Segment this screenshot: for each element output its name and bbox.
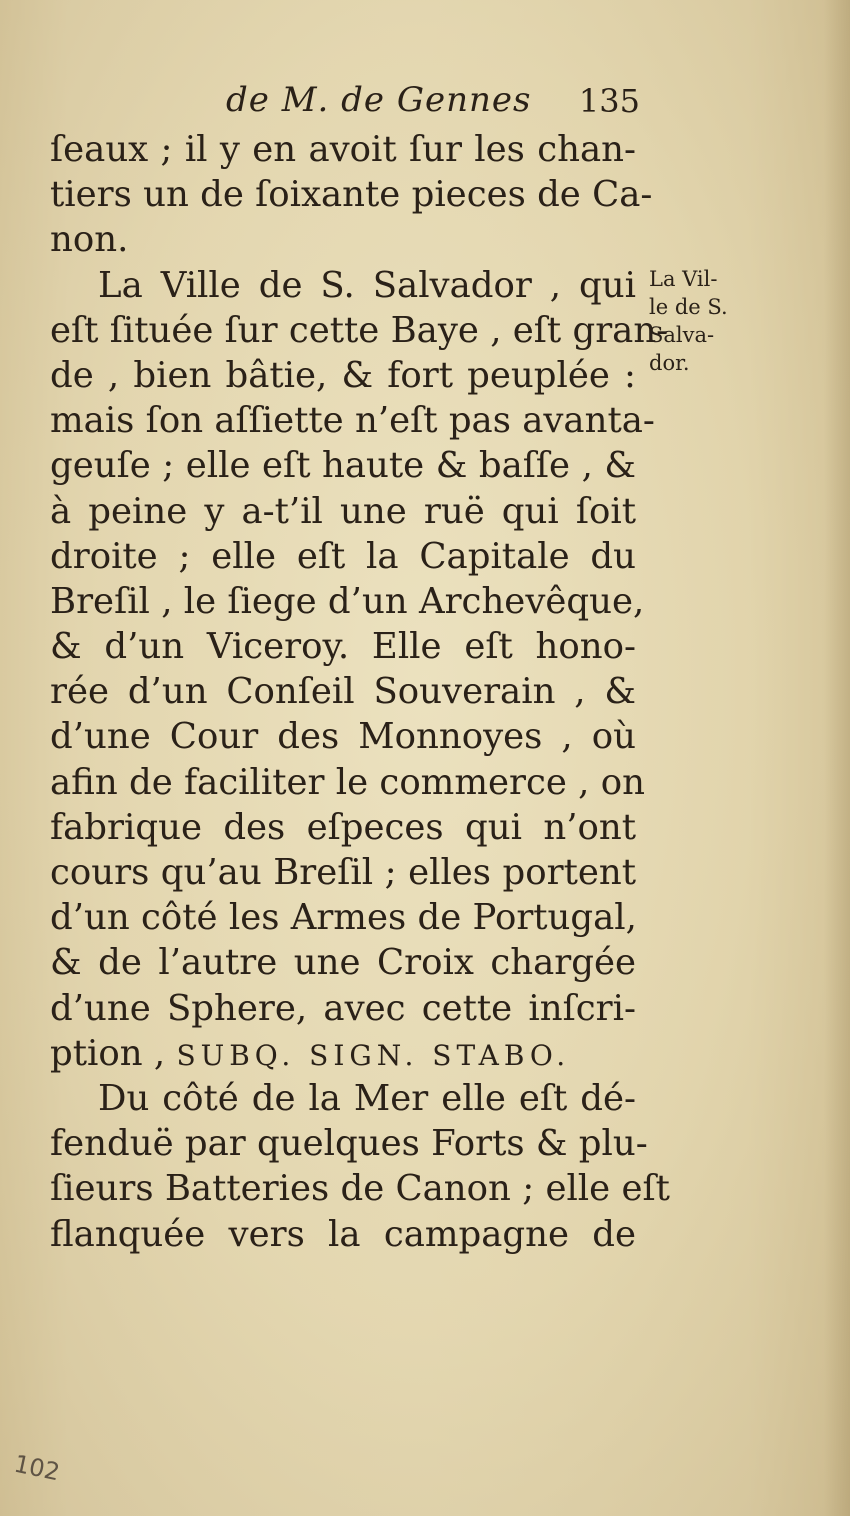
text-line: tiers un de ſoixante pieces de Ca- (50, 174, 653, 216)
text-line: mais ſon aſſiette n’eſt pas avanta- (50, 400, 655, 442)
text-line: non. (50, 219, 129, 261)
text-line: ſeaux ; il y en avoit ſur les chan- (50, 129, 636, 170)
text-line: droite ; elle eſt la Capitale du (50, 535, 636, 577)
text-line: eſt ſituée ſur cette Baye , eſt gran- (50, 309, 669, 351)
pencil-annotation: 102 (11, 1449, 63, 1487)
text-line: à peine y a-t’il une ruë qui ſoit (50, 490, 636, 532)
body-text (50, 127, 670, 1257)
text-line: d’une Cour des Monnoyes , où (50, 716, 636, 758)
text-line: & de l’autre une Croix chargée (50, 942, 636, 984)
text-line: afin de faciliter le commerce , on (50, 761, 645, 803)
inscription-lead: ption , (50, 1032, 177, 1074)
text-line: fenduë par quelques Forts & plu- (50, 1123, 648, 1165)
text-line: flanquée vers la campagne de (50, 1213, 636, 1255)
text-line: rée d’un Conſeil Souverain , & (50, 671, 636, 713)
text-line: d’une Sphere, avec cette inſcri- (50, 987, 636, 1029)
page-edge-shadow (824, 0, 850, 1516)
coin-inscription: SUBQ. SIGN. STABO. (176, 1038, 571, 1072)
text-line: Breſil , le ſiege d’un Archevêque, (50, 580, 645, 622)
running-head: de M. de Gennes (226, 80, 532, 120)
text-line: ſieurs Batteries de Canon ; elle eſt (50, 1168, 670, 1210)
paragraph-start-line: La Ville de S. Salvador , qui (98, 264, 636, 306)
marginal-note (649, 265, 729, 377)
paragraph-start-line: Du côté de la Mer elle eſt dé- (98, 1077, 636, 1119)
text-line: & d’un Viceroy. Elle eſt hono- (50, 626, 636, 668)
text-line: cours qu’au Breſil ; elles portent (50, 852, 636, 893)
page-header (50, 80, 640, 126)
marginal-note-line: La Vil- (649, 267, 718, 291)
marginal-note-line: le de S. (649, 295, 728, 319)
marginal-note-line: dor. (649, 351, 690, 375)
text-line: d’un côté les Armes de Portugal, (50, 897, 637, 939)
text-line: geuſe ; elle eſt haute & baſſe , & (50, 445, 636, 487)
page-number: 135 (578, 82, 640, 120)
text-line: de , bien bâtie, & fort peuplée : (50, 354, 636, 396)
text-line: fabrique des eſpeces qui n’ont (50, 806, 636, 848)
inscription-line (50, 1031, 636, 1076)
marginal-note-line: Salva- (649, 323, 715, 347)
